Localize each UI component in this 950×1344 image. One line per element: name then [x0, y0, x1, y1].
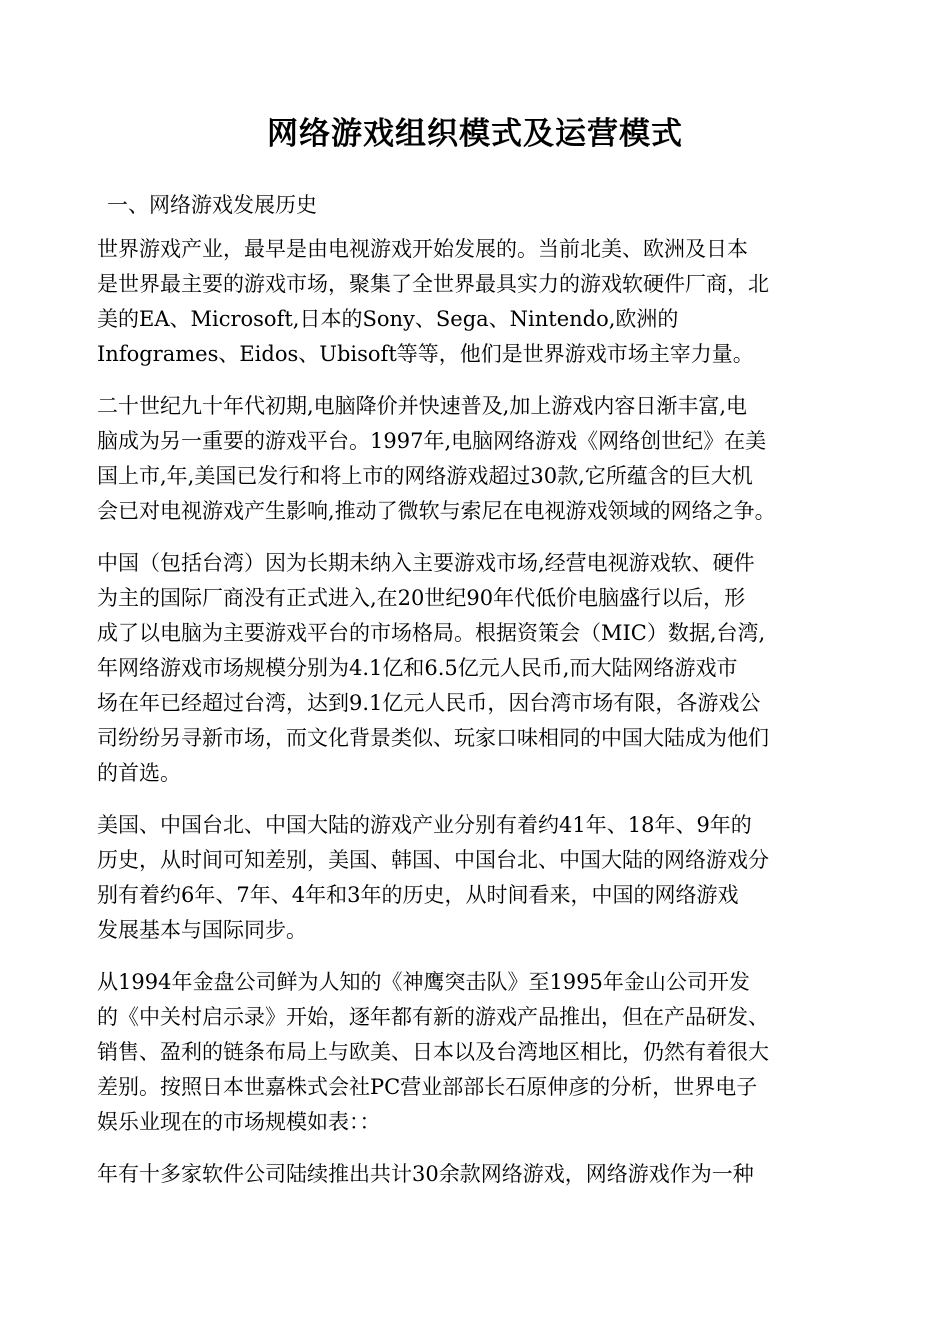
paragraph-4 [97, 808, 859, 948]
paragraph-line: 美国、中国台北、中国大陆的游戏产业分别有着约41年、18年、9年的 [97, 813, 752, 837]
paragraph-line: 从1994年金盘公司鲜为人知的《神鹰突击队》至1995年金山公司开发 [97, 970, 750, 994]
paragraph-3 [97, 546, 859, 791]
paragraph-5 [97, 965, 859, 1140]
document-body [97, 186, 859, 1209]
paragraph-line: 年有十多家软件公司陆续推出共计30余款网络游戏，网络游戏作为一种 [97, 1162, 754, 1186]
paragraph-line: 成了以电脑为主要游戏平台的市场格局。根据资策会（MIC）数据,台湾, [97, 621, 766, 645]
paragraph-2 [97, 389, 859, 529]
paragraph-line: 国上市,年,美国已发行和将上市的网络游戏超过30款,它所蕴含的巨大机 [97, 464, 753, 488]
paragraph-line: 娱乐业现在的市场规模如表：： [97, 1110, 381, 1134]
paragraph-line: Infogrames、Eidos、Ubisoft等等，他们是世界游戏市场主宰力量。 [97, 342, 754, 366]
paragraph-line: 会已对电视游戏产生影响,推动了微软与索尼在电视游戏领域的网络之争。 [97, 499, 776, 523]
paragraph-line: 美的EA、Microsoft,日本的Sony、Sega、Nintendo,欧洲的 [97, 307, 679, 331]
paragraph-line: 差别。按照日本世嘉株式会社PC营业部部长石原伸彦的分析，世界电子 [97, 1075, 758, 1099]
paragraph-line: 世界游戏产业，最早是由电视游戏开始发展的。当前北美、欧洲及日本 [97, 237, 748, 261]
paragraph-line: 场在年已经超过台湾，达到9.1亿元人民币，因台湾市场有限，各游戏公 [97, 691, 761, 715]
paragraph-line: 发展基本与国际同步。 [97, 918, 307, 942]
paragraph-line: 别有着约6年、7年、4年和3年的历史，从时间看来，中国的网络游戏 [97, 883, 739, 907]
paragraph-line: 年网络游戏市场规模分别为4.1亿和6.5亿元人民币,而大陆网络游戏市 [97, 656, 738, 680]
paragraph-line: 脑成为另一重要的游戏平台。1997年,电脑网络游戏《网络创世纪》在美 [97, 429, 767, 453]
paragraph-1 [97, 232, 859, 372]
paragraph-line: 的首选。 [97, 761, 181, 785]
paragraph-line: 为主的国际厂商没有正式进入,在20世纪90年代低价电脑盛行以后，形 [97, 586, 746, 610]
paragraph-line: 是世界最主要的游戏市场，聚集了全世界最具实力的游戏软硬件厂商，北 [97, 272, 769, 296]
document-title: 网络游戏组织模式及运营模式 [267, 116, 683, 152]
paragraph-6 [97, 1157, 859, 1192]
paragraph-line: 历史，从时间可知差别，美国、韩国、中国台北、中国大陆的网络游戏分 [97, 848, 769, 872]
paragraph-line: 中国（包括台湾）因为长期未纳入主要游戏市场,经营电视游戏软、硬件 [97, 551, 755, 575]
paragraph-line: 销售、盈利的链条布局上与欧美、日本以及台湾地区相比，仍然有着很大 [97, 1040, 769, 1064]
paragraph-line: 二十世纪九十年代初期,电脑降价并快速普及,加上游戏内容日渐丰富,电 [97, 394, 748, 418]
section-heading: 一、网络游戏发展历史 [107, 193, 317, 217]
paragraph-line: 司纷纷另寻新市场，而文化背景类似、玩家口味相同的中国大陆成为他们 [97, 726, 769, 750]
paragraph-line: 的《中关村启示录》开始，逐年都有新的游戏产品推出，但在产品研发、 [97, 1005, 769, 1029]
